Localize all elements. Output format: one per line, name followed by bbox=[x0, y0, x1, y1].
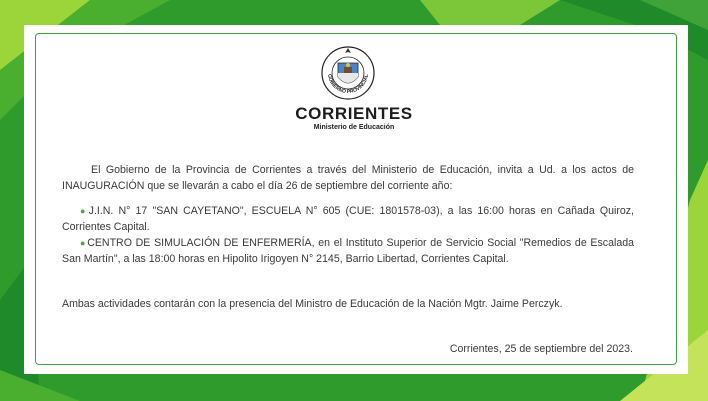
bullet-dot-icon: ● bbox=[80, 238, 87, 248]
crest-icon bbox=[320, 43, 376, 105]
ministry-subtitle: Ministerio de Educación bbox=[313, 124, 395, 131]
crest-caption: GOBIERNO PROVINCIAL bbox=[325, 73, 370, 96]
bullet-item-1 bbox=[62, 203, 634, 235]
intro-paragraph: El Gobierno de la Provincia de Corrientes a través del Ministerio de Educación, invita a Ud. a los actos de INAUGURACIÓN que se llevarán a cabo el día 26 de septiembre del corriente año: bbox=[62, 164, 634, 192]
bullet-dot-icon: ● bbox=[80, 206, 88, 216]
page-title: CORRIENTES bbox=[295, 104, 413, 123]
date-signoff: Corrientes, 25 de septiembre del 2023. bbox=[449, 343, 633, 355]
bullet-text-2: CENTRO DE SIMULACIÓN DE ENFERMERÍA, en el Instituto Superior de Servicio Social "Remedios de Escalada San Martín", a las 18:00 horas en Hipolito Irigoyen N° 2145, Barrio Libertad, Corrientes Capital. bbox=[62, 237, 635, 265]
bullet-text-1: J.I.N. N° 17 "SAN CAYETANO", ESCUELA N° 605 (CUE: 1801578-03), a las 16:00 horas en Cañada Quiroz, Corrientes Capital. bbox=[62, 205, 634, 233]
bullet-item-2 bbox=[62, 235, 634, 267]
closing-paragraph: Ambas actividades contarán con la presencia del Ministro de Educación de la Nación Mgtr. Jaime Perczyk. bbox=[62, 298, 563, 310]
